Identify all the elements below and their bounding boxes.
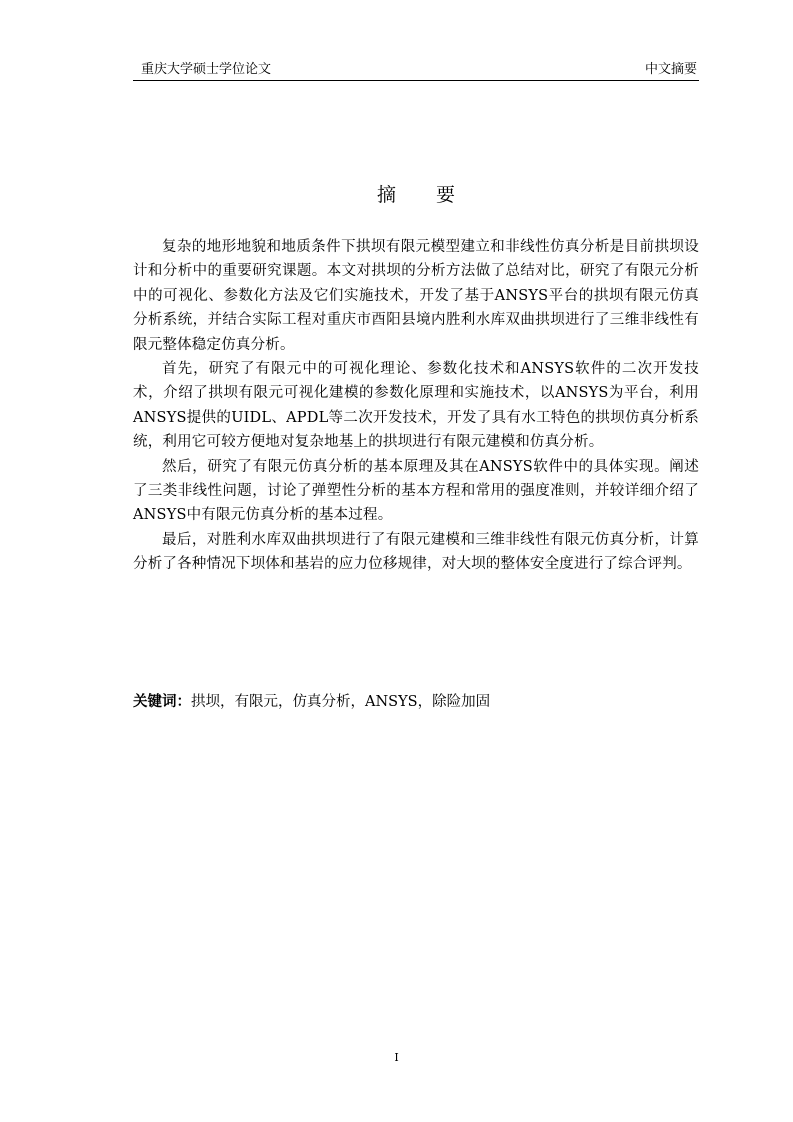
abstract-title-part1: 摘 xyxy=(376,184,396,206)
running-header xyxy=(133,60,699,80)
keywords-label: 关键词： xyxy=(133,694,191,710)
keywords-text: 拱坝，有限元，仿真分析，ANSYS，除险加固 xyxy=(191,694,491,710)
keywords-line xyxy=(133,690,699,714)
abstract-body xyxy=(133,235,699,577)
header-rule xyxy=(133,80,699,81)
abstract-paragraph-3: 然后，研究了有限元仿真分析的基本原理及其在ANSYS软件中的具体实现。阐述了三类非线性问题，讨论了弹塑性分析的基本方程和常用的强度准则，并较详细介绍了ANSYS中有限元仿真分析的基本过程。 xyxy=(133,458,699,524)
abstract-title xyxy=(133,180,699,210)
abstract-title-part2: 要 xyxy=(436,184,456,206)
page-number: I xyxy=(394,1051,399,1064)
abstract-paragraph-4: 最后，对胜利水库双曲拱坝进行了有限元建模和三维非线性有限元仿真分析，计算分析了各种情况下坝体和基岩的应力位移规律，对大坝的整体安全度进行了综合评判。 xyxy=(133,531,699,573)
header-section-title: 中文摘要 xyxy=(644,62,697,77)
abstract-paragraph-2: 首先，研究了有限元中的可视化理论、参数化技术和ANSYS软件的二次开发技术，介绍了拱坝有限元可视化建模的参数化原理和实施技术，以ANSYS为平台，利用ANSYS提供的UIDL、APDL等二次开发技术，开发了具有水工特色的拱坝仿真分析系统，利用它可较方便地对复杂地基上的拱坝进行有限元建模和仿真分析。 xyxy=(133,361,699,451)
abstract-paragraph-1: 复杂的地形地貌和地质条件下拱坝有限元模型建立和非线性仿真分析是目前拱坝设计和分析中的重要研究课题。本文对拱坝的分析方法做了总结对比，研究了有限元分析中的可视化、参数化方法及它们实施技术，开发了基于ANSYS平台的拱坝有限元仿真分析系统，并结合实际工程对重庆市酉阳县境内胜利水库双曲拱坝进行了三维非线性有限元整体稳定仿真分析。 xyxy=(133,239,699,353)
header-thesis-title: 重庆大学硕士学位论文 xyxy=(141,62,272,77)
